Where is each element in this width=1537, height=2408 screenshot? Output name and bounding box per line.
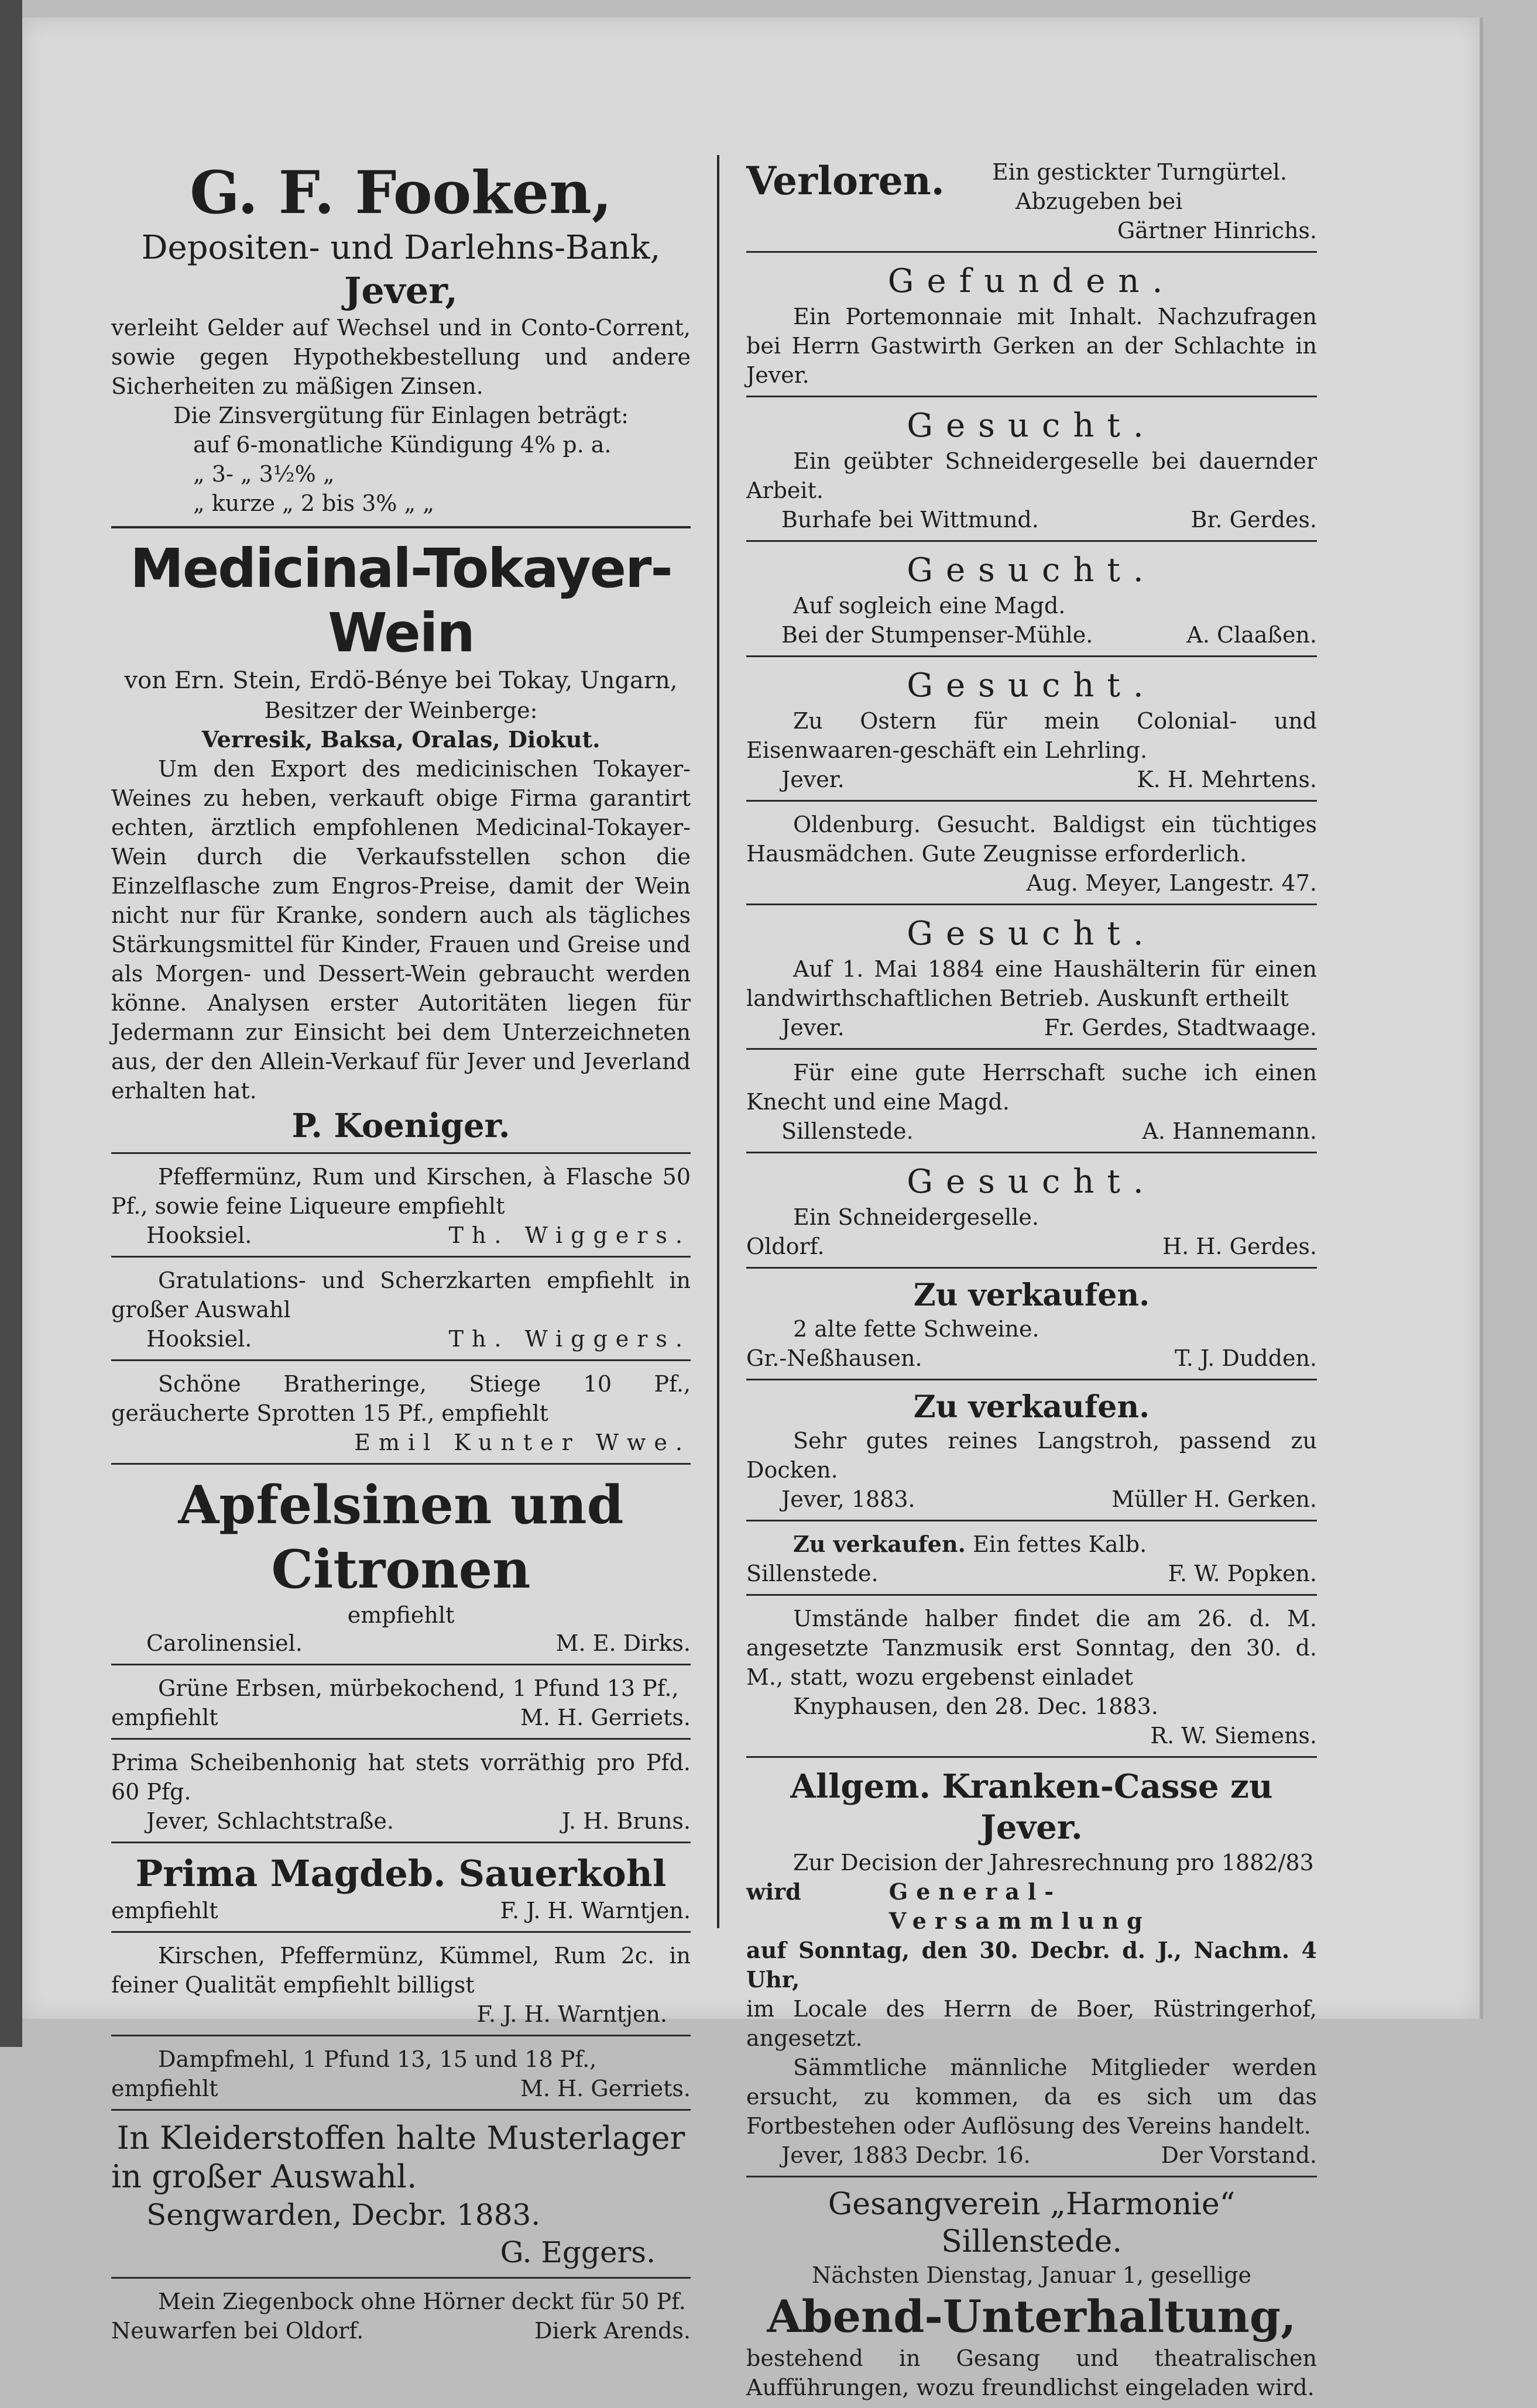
- ad-name: Br. Gerdes.: [1191, 507, 1317, 533]
- ad-dampfmehl: [111, 2042, 691, 2111]
- ad-line: [746, 1877, 1317, 1936]
- ad-signature-row: [111, 1221, 691, 1250]
- ad-headline: Abend-Unterhaltung,: [767, 2290, 1296, 2342]
- ad-line: in großer Auswahl.: [111, 2158, 417, 2195]
- ad-signature-row: [746, 1344, 1317, 1373]
- ad-place: Jever, Schlachtstraße.: [146, 1808, 394, 1834]
- ad-title: Zu verkaufen.: [913, 1389, 1150, 1425]
- ad-gesucht-magd: [746, 548, 1317, 657]
- ad-place: empfiehlt: [111, 1705, 218, 1730]
- ad-signature-row: [746, 1559, 1317, 1588]
- ad-body: Ein fettes Kalb.: [972, 1531, 1147, 1557]
- ad-place: Sillenstede.: [746, 1561, 879, 1586]
- ad-gefunden: [746, 259, 1317, 397]
- book-spine: [0, 0, 22, 2047]
- ad-signature-row: [746, 1117, 1317, 1146]
- ad-apfelsinen: [111, 1471, 691, 1665]
- ad-body: Ein geübter Schneidergeselle bei dauernder Arbeit.: [746, 448, 1317, 503]
- ad-honig: [111, 1746, 691, 1843]
- ad-krankencasse: [746, 1764, 1317, 2177]
- ad-harmonie: [746, 2183, 1317, 2408]
- ad-place: Jever,: [344, 269, 458, 312]
- column-divider: [717, 155, 719, 1928]
- ad-tokayer: [111, 534, 691, 1154]
- ad-body: Auf sogleich eine Magd.: [793, 593, 1066, 619]
- ad-signature-row: [111, 1629, 691, 1658]
- ad-name: Dierk Arends.: [534, 2318, 691, 2344]
- ad-gesucht-haushaelterin: [746, 911, 1317, 1050]
- ad-name: M. E. Dirks.: [555, 1630, 691, 1656]
- ad-name: H. H. Gerdes.: [1162, 1234, 1317, 1259]
- ad-name: Gärtner Hinrichs.: [1117, 218, 1317, 243]
- ad-signature-row: [111, 1896, 691, 1925]
- ad-place: Sillenstede.: [781, 1118, 914, 1144]
- ad-body: Zu Ostern für mein Colonial- und Eisenwaaren-geschäft ein Lehrling.: [746, 708, 1317, 763]
- ad-signature-row: [746, 505, 1317, 534]
- ad-rates-intro: Die Zinsvergütung für Einlagen beträgt:: [173, 403, 629, 428]
- ad-body: Ein Schneidergeselle.: [793, 1204, 1039, 1230]
- ad-body: Gratulations- und Scherzkarten empfiehlt in großer Auswahl: [111, 1267, 691, 1322]
- ad-body: Sehr gutes reines Langstroh, passend zu Docken.: [746, 1428, 1317, 1483]
- ad-oldenburg: [746, 808, 1317, 905]
- ad-signature-row: [746, 620, 1317, 650]
- ad-rate: „ kurze „ 2 bis 3% „ „: [193, 490, 434, 516]
- ad-tanzmusik: [746, 1602, 1317, 1758]
- ad-line: Sengwarden, Decbr. 1883.: [146, 2198, 541, 2232]
- ad-name: Th. Wiggers.: [448, 1326, 691, 1352]
- ad-text: wird: [746, 1878, 801, 1905]
- ad-name: Müller H. Gerken.: [1111, 1486, 1317, 1512]
- ad-place: Carolinensiel.: [146, 1630, 303, 1656]
- ad-line: Nächsten Dienstag, Januar 1, gesellige: [811, 2262, 1252, 2288]
- ad-kleiderstoffe: [111, 2117, 691, 2279]
- ad-title: Prima Magdeb. Sauerkohl: [135, 1852, 667, 1895]
- ad-title: Gesucht.: [907, 915, 1157, 953]
- ad-line: [746, 1530, 1317, 1559]
- ad-place: empfiehlt: [111, 1898, 218, 1923]
- ad-rate: „ 3- „ 3½% „: [193, 461, 335, 487]
- ad-rate: auf 6-monatliche Kündigung 4% p. a.: [193, 432, 612, 458]
- ad-name: Aug. Meyer, Langestr. 47.: [1026, 870, 1317, 896]
- ad-title: Allgem. Kranken-Casse zu Jever.: [790, 1767, 1273, 1847]
- ad-place: Jever, 1883 Decbr. 16.: [781, 2142, 1031, 2168]
- ad-place: Sillenstede.: [941, 2224, 1122, 2259]
- ad-signature-row: [111, 2074, 691, 2103]
- ad-signature-row: [746, 765, 1317, 794]
- ad-line: im Locale des Herrn de Boer, Rüstringerhof, angesetzt.: [746, 1996, 1317, 2051]
- ad-title: Gefunden.: [887, 262, 1176, 300]
- ad-title: Gesangverein „Harmonie“: [828, 2187, 1236, 2222]
- ad-place: Hooksiel.: [146, 1222, 252, 1248]
- ad-body: Umstände halber findet die am 26. d. M. angesetzte Tanzmusik erst Sonntag, den 30. d. M., statt, wozu ergebenst einladet: [746, 1606, 1317, 1690]
- ad-date: Knyphausen, den 28. Dec. 1883.: [793, 1693, 1158, 1719]
- ad-gesucht-schneider: [746, 403, 1317, 542]
- ad-name: Th. Wiggers.: [448, 1222, 691, 1248]
- ad-ziegenbock: [111, 2285, 691, 2351]
- ad-body: Pfeffermünz, Rum und Kirschen, à Flasche 50 Pf., sowie feine Liqueure empfiehlt: [111, 1164, 691, 1219]
- ad-name: J. H. Bruns.: [561, 1808, 691, 1834]
- ad-knecht: [746, 1056, 1317, 1153]
- ad-body: 2 alte fette Schweine.: [793, 1316, 1039, 1342]
- ad-place: Jever, 1883.: [781, 1486, 915, 1512]
- ad-line: Abzugeben bei: [1015, 188, 1183, 214]
- ad-title: Medicinal-Tokayer-Wein: [130, 537, 672, 664]
- ad-body: Dampfmehl, 1 Pfund 13, 15 und 18 Pf.,: [158, 2046, 597, 2072]
- ad-title: Verloren.: [746, 158, 945, 204]
- ad-signature-row: [111, 1324, 691, 1354]
- ad-line: In Kleiderstoffen halte Musterlager: [116, 2120, 685, 2156]
- ad-title: Gesucht.: [907, 407, 1157, 445]
- ad-place: Bei der Stumpenser-Mühle.: [781, 622, 1093, 648]
- ad-text: General-Versammlung: [888, 1878, 1151, 1934]
- ad-erbsen: [111, 1671, 691, 1740]
- ad-place: Jever.: [781, 767, 845, 792]
- ad-name: Der Vorstand.: [1161, 2142, 1317, 2168]
- ad-signature-row: [111, 1703, 691, 1732]
- ad-kunter: [111, 1367, 691, 1465]
- ad-title: Apfelsinen und Citronen: [178, 1474, 624, 1600]
- ad-name: F. J. H. Warntjen.: [476, 2001, 667, 2027]
- ad-wiggers-liqueure: [111, 1160, 691, 1258]
- ad-body: Für eine gute Herrschaft suche ich einen Knecht und eine Magd.: [746, 1060, 1317, 1115]
- ad-place: Hooksiel.: [146, 1326, 252, 1352]
- ad-body: Auf 1. Mai 1884 eine Haushälterin für einen landwirthschaftlichen Betrieb. Auskunft ertheilt: [746, 956, 1317, 1011]
- ad-fooken: [111, 155, 691, 524]
- ad-name: F. W. Popken.: [1168, 1561, 1317, 1586]
- ad-verkaufen-langstroh: [746, 1386, 1317, 1521]
- ad-details: [992, 157, 1317, 245]
- rule: [111, 526, 691, 528]
- ad-body: bestehend in Gesang und theatralischen Aufführungen, wozu freundlichst eingeladen wird.: [746, 2345, 1317, 2400]
- ad-signature-row: [111, 1806, 691, 1836]
- ad-place: Neuwarfen bei Oldorf.: [111, 2318, 364, 2344]
- ad-signature: P. Koeniger.: [291, 1107, 510, 1145]
- ad-line: Besitzer der Weinberge:: [264, 698, 538, 723]
- ad-wiggers-karten: [111, 1263, 691, 1361]
- ad-name: M. H. Gerriets.: [520, 2076, 691, 2101]
- ad-gesucht-lehrling: [746, 663, 1317, 802]
- ad-place: Gr.-Neßhausen.: [746, 1345, 922, 1371]
- ad-place: empfiehlt: [111, 2076, 218, 2101]
- ad-subtitle: Depositen- und Darlehns-Bank,: [141, 229, 661, 267]
- ad-name: R. W. Siemens.: [1150, 1723, 1317, 1749]
- ad-line: auf Sonntag, den 30. Decbr. d. J., Nachm. 4 Uhr,: [746, 1937, 1317, 1993]
- ad-sub: empfiehlt: [347, 1602, 455, 1628]
- ad-name: A. Hannemann.: [1142, 1118, 1317, 1144]
- ad-body: Um den Export des medicinischen Tokayer-Weines zu heben, verkauft obige Firma garantirt echten, ärztlich empfohlenen Medicinal-Tokayer-Wein durch die Verkaufsstellen schon die Einzelflasche zum Engros-Preise, damit der Wein nicht nur für Kranke, sondern auch als tägliches Stärkungsmittel für Kinder, Frauen und Greise und als Morgen- und Dessert-Wein gebraucht werden könne. Analysen erster Autoritäten liegen für Jedermann zur Einsicht bei dem Unterzeichneten aus, der den Allein-Verkauf für Jever und Jeverland erhalten hat.: [111, 756, 691, 1104]
- ad-name: K. H. Mehrtens.: [1137, 767, 1317, 792]
- ad-body: Mein Ziegenbock ohne Hörner deckt für 50 Pf.: [158, 2289, 686, 2314]
- ad-name: M. H. Gerriets.: [520, 1705, 691, 1730]
- ad-title: Gesucht.: [907, 1163, 1157, 1201]
- ad-body: Oldenburg. Gesucht. Baldigst ein tüchtiges Hausmädchen. Gute Zeugnisse erforderlich.: [746, 812, 1317, 867]
- left-column: [111, 155, 691, 2351]
- ad-signature-row: [746, 1485, 1317, 1514]
- ad-body: Ein Portemonnaie mit Inhalt. Nachzufragen bei Herrn Gastwirth Gerken an der Schlachte in Jever.: [746, 304, 1317, 388]
- ad-name: T. J. Dudden.: [1175, 1345, 1317, 1371]
- ad-name: F. J. H. Warntjen.: [500, 1898, 691, 1923]
- ad-line: von Ern. Stein, Erdö-Bénye bei Tokay, Ungarn,: [124, 667, 678, 694]
- ad-line: Verresik, Baksa, Oralas, Diokut.: [201, 726, 601, 753]
- ad-body: Sämmtliche männliche Mitglieder werden ersucht, zu kommen, da es sich um das Fortbestehen oder Auflösung des Vereins handelt.: [746, 2055, 1317, 2139]
- ad-name: Fr. Gerdes, Stadtwaage.: [1044, 1015, 1317, 1040]
- ad-place: Jever.: [781, 1015, 845, 1040]
- ad-body: verleiht Gelder auf Wechsel und in Conto-Corrent, sowie gegen Hypothekbestellung und andere Sicherheiten zu mäßigen Zinsen.: [111, 315, 691, 399]
- ad-verloren: [746, 155, 1317, 253]
- ad-place: Oldorf.: [746, 1234, 825, 1259]
- ad-name: G. Eggers.: [500, 2235, 656, 2269]
- ad-sauerkohl: [111, 1849, 691, 1933]
- right-column: [746, 155, 1317, 2408]
- ad-kirschen: [111, 1939, 691, 2036]
- ad-signature-row: [746, 1232, 1317, 1261]
- ad-title: G. F. Fooken,: [190, 158, 612, 227]
- ad-title: Zu verkaufen.: [913, 1277, 1150, 1313]
- ad-signature-row: [111, 2316, 691, 2345]
- ad-line: Ein gestickter Turngürtel.: [992, 159, 1287, 185]
- ad-body: Schöne Bratheringe, Stiege 10 Pf., geräucherte Sprotten 15 Pf., empfiehlt: [111, 1371, 691, 1426]
- ad-title: Zu verkaufen.: [793, 1531, 966, 1557]
- ad-gesucht-schneidergeselle: [746, 1159, 1317, 1269]
- ad-body: Kirschen, Pfeffermünz, Kümmel, Rum 2c. in feiner Qualität empfiehlt billigst: [111, 1943, 691, 1998]
- ad-verkaufen-kalb: [746, 1527, 1317, 1596]
- ad-body: Prima Scheibenhonig hat stets vorräthig pro Pfd. 60 Pfg.: [111, 1750, 691, 1805]
- ad-place: Burhafe bei Wittmund.: [781, 507, 1039, 533]
- ad-line: Zur Decision der Jahresrechnung pro 1882/83: [793, 1850, 1314, 1875]
- ad-body: Grüne Erbsen, mürbekochend, 1 Pfund 13 Pf.,: [158, 1675, 679, 1701]
- ad-signature-row: [746, 2141, 1317, 2170]
- ad-name: A. Claaßen.: [1186, 622, 1317, 648]
- ad-verkaufen-schweine: [746, 1275, 1317, 1380]
- ad-signature-row: [746, 1013, 1317, 1042]
- ad-title: Gesucht.: [907, 551, 1157, 589]
- ad-title: Gesucht.: [907, 667, 1157, 705]
- ad-name: Emil Kunter Wwe.: [354, 1430, 691, 1455]
